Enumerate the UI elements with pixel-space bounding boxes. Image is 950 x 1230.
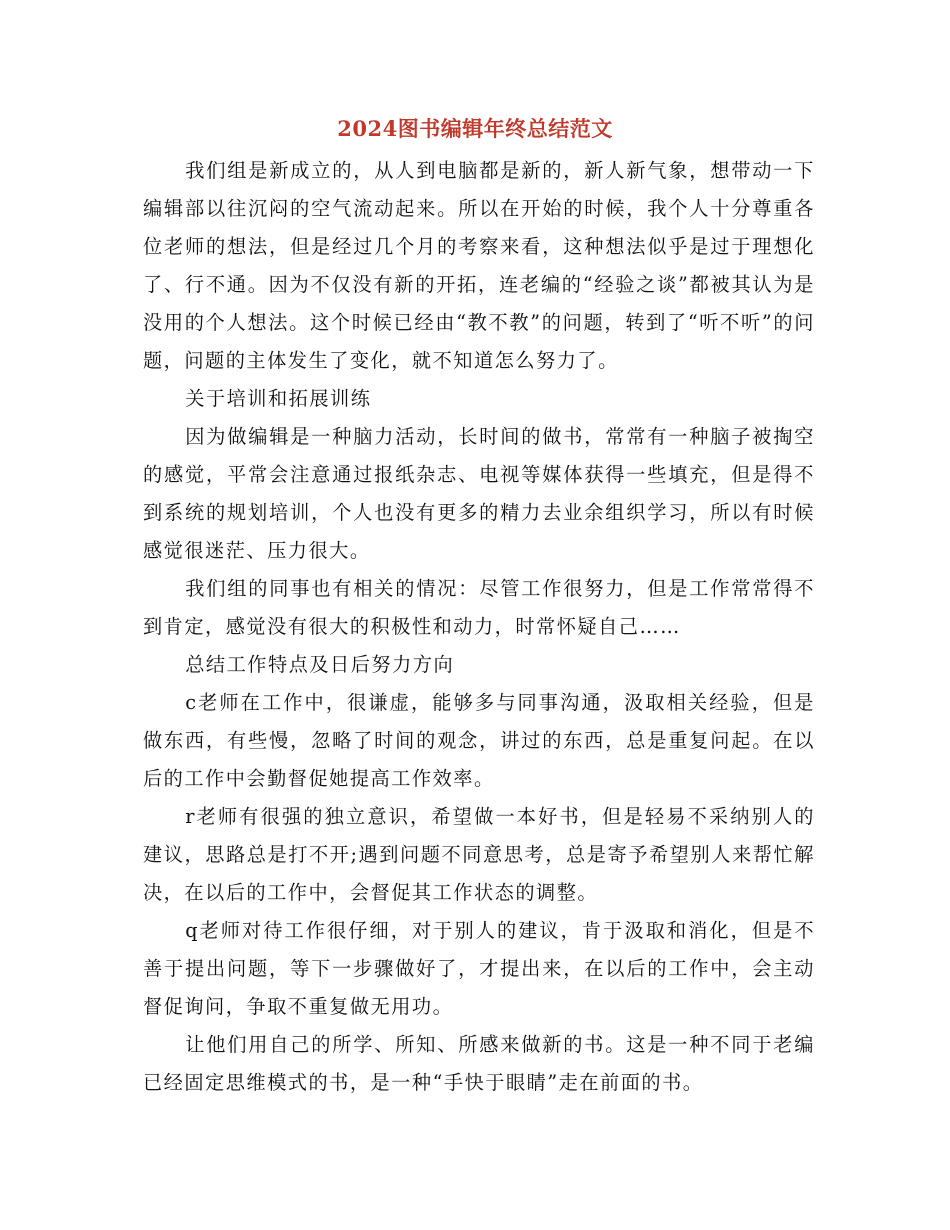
document-title: 2024图书编辑年终总结范文 [337,116,613,141]
paragraph-teacher-c: c老师在工作中，很谦虚，能够多与同事沟通，汲取相关经验，但是做东西，有些慢，忽略了时间的观念，讲过的东西，总是重复问起。在以后的工作中会勤督促她提高工作效率。 [143,691,815,790]
section-heading-training: 关于培训和拓展训练 [185,387,372,410]
paragraph-intro: 我们组是新成立的，从人到电脑都是新的，新人新气象，想带动一下编辑部以往沉闷的空气流动起来。所以在开始的时候，我个人十分尊重各位老师的想法，但是经过几个月的考察来看，这种想法似乎是过于理想化了、行不通。因为不仅没有新的开拓，连老编的“经验之谈”都被其认为是没用的个人想法。这个时候已经由“教不教”的问题，转到了“听不听”的问题，问题的主体发生了变化，就不知道怎么努力了。 [143,159,815,372]
paragraph-teacher-q: q老师对待工作很仔细，对于别人的建议，肯于汲取和消化，但是不善于提出问题，等下一步骤做好了，才提出来，在以后的工作中，会主动督促询问，争取不重复做无用功。 [143,919,815,1018]
paragraph-training: 因为做编辑是一种脑力活动，长时间的做书，常常有一种脑子被掏空的感觉，平常会注意通过报纸杂志、电视等媒体获得一些填充，但是得不到系统的规划培训，个人也没有更多的精力去业余组织学习，所以有时候感觉很迷茫、压力很大。 [143,425,815,562]
document-body [143,152,815,1102]
paragraph-teacher-r: r老师有很强的独立意识，希望做一本好书，但是轻易不采纳别人的建议，思路总是打不开;遇到问题不同意思考，总是寄予希望别人来帮忙解决，在以后的工作中，会督促其工作状态的调整。 [143,805,815,904]
section-heading-summary: 总结工作特点及日后努力方向 [185,653,455,676]
paragraph-colleagues: 我们组的同事也有相关的情况：尽管工作很努力，但是工作常常得不到肯定，感觉没有很大的积极性和动力，时常怀疑自己…… [143,577,815,638]
paragraph-conclusion: 让他们用自己的所学、所知、所感来做新的书。这是一种不同于老编已经固定思维模式的书，是一种“手快于眼睛”走在前面的书。 [143,1033,815,1094]
